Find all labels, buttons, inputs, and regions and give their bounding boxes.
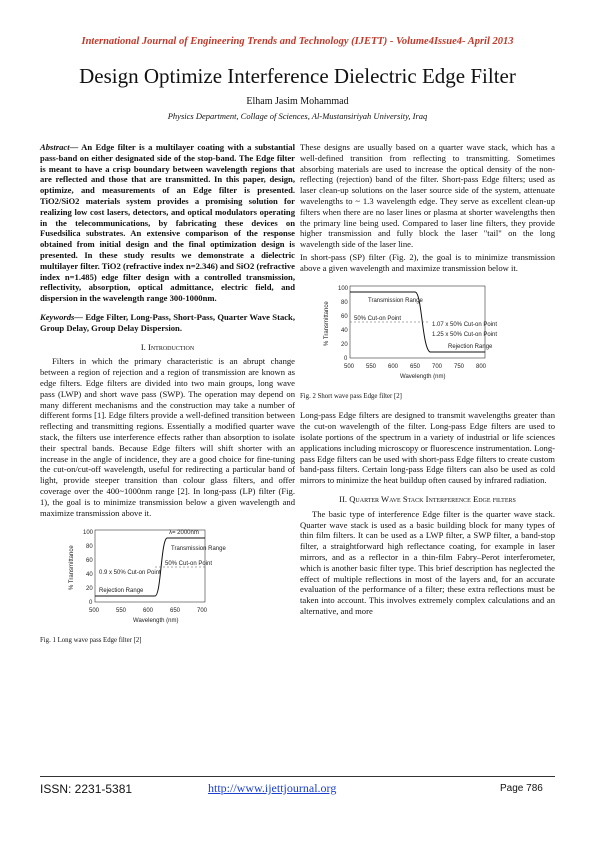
fig2-xtick-500: 500 <box>344 363 355 370</box>
abstract <box>40 142 295 304</box>
fig2-annotation-50pct: 50% Cut-on Point <box>354 315 402 322</box>
fig1-annotation-transmission: Transmission Range <box>171 546 226 553</box>
footer-journal-link[interactable]: http://www.ijettjournal.org <box>208 781 337 795</box>
right-paragraph-3: Long-pass Edge filters are designed to transmit wavelengths greater than the cut-on wavelength of the filter. Long-pass Edge filters are used to isolate portions of the spectrum in a variety of industrial or life sciences applications including microscopy or fluorescence instrumentation. Long-pass Edge filters can be used with short-pass Edge filters to create custom band-pass filters. Certain long-pass Edge filters can also be used as cold mirrors to minimize the heat buildup often caused by infrared radiation. <box>300 410 555 486</box>
footer-divider <box>40 776 555 777</box>
fig2-ytick-80: 80 <box>341 299 348 306</box>
fig2-xtick-700: 700 <box>432 363 443 370</box>
fig2-annotation-rejection: Rejection Range <box>448 343 493 350</box>
fig1-ytick-100: 100 <box>83 530 94 537</box>
figure-1-caption: Fig. 1 Long wave pass Edge filter [2] <box>40 637 142 645</box>
right-paragraph-1: These designs are usually based on a quarter wave stack, which has a well-defined transition from reflecting to transmitting. Sometimes absorbing materials are used to increase the optical density of the non-reflecting (rejection) band of the filter. Short-pass Edge filters; used as laser clean-up solutions on the laser source side of the system, attenuate wavelengths to ~ 1.3 wavelength edge. They serve as excellent clean-up filters when there are no laser lines or plasma at shorter wavelengths then the primary line being used. Compared to laser line filters, they provide higher transmission and fully block the laser "tail" on the long wavelength side of the laser line. <box>300 142 555 250</box>
abstract-text: An Edge filter is a multilayer coating with a substantial pass-band on either designated side of the stop-band. The Edge filter is meant to have a crisp boundary between wavelength regions that are reflected and those that are transmitted. In this paper, design, optimize, and measurements of an Edge filter is presented. TiO2/SiO2 materials system provides a promising solution for realizing low cost lasers, detectors, and optical modulators operating in the telecommunications, by fabricating these devices on Fusedsilica substrates. An extensive comparison of the response obtained from initial design and the final optimization design is presented. In these study results we demonstrate a dielectric multilayer filter. TiO2 (refractive index n=2.346) and SiO2 (refractive index n=1.485) edge filter design with a controlled transmission, reflectivity, absorption, optical admittance, electric field, and dispersion in the wavelength range 300-1000nm. <box>40 142 295 304</box>
right-paragraph-2: In short-pass (SP) filter (Fig. 2), the goal is to minimize transmission above a given wavelength and maximize transmission below it. <box>300 251 555 273</box>
right-paragraph-4: The basic type of interference Edge filter is the quarter wave stack. Quarter wave stack is used as a basic building block for many types of thin film filters. It can be used as a LWP filter, a SWP filter, a band-stop filter, a straightforward high reflectance coating, for example in laser mirrors, and as a reflector in a thin-film Fabry–Perot interferometer, which is another basic filter type. This brief description has neglected the effect of multiple reflections in most of the layers and, for an accurate evaluation of the performance of a filter; these extra reflections must be taken into account. This involves extremely complex calculations and an alternative, and more <box>300 508 555 616</box>
figure-2-caption: Fig. 2 Short wave pass Edge filter [2] <box>300 392 402 400</box>
paper-title: Design Optimize Interference Dielectric Edge Filter <box>79 64 516 88</box>
footer-issn: ISSN: 2231-5381 <box>40 782 133 796</box>
fig2-xlabel: Wavelength (nm) <box>400 373 446 380</box>
keywords-text: Edge Filter, Long-Pass, Short-Pass, Quarter Wave Stack, Group Delay, Group Delay Dispersion. <box>40 311 295 333</box>
fig2-ytick-60: 60 <box>341 313 348 320</box>
figure-1 <box>40 524 295 634</box>
fig2-annotation-125: 1.25 x 50% Cut-on Point <box>432 331 498 338</box>
fig1-annotation-09: 0.9 x 50% Cut-on Point <box>99 570 161 577</box>
fig1-xtick-700: 700 <box>197 608 208 615</box>
fig1-ytick-40: 40 <box>86 572 93 579</box>
fig1-xlabel: Wavelength (nm) <box>133 618 179 625</box>
fig1-ytick-60: 60 <box>86 558 93 565</box>
fig1-annotation-rejection: Rejection Range <box>99 588 144 595</box>
fig2-ytick-40: 40 <box>341 327 348 334</box>
fig2-ylabel: % Transmittance <box>324 300 330 346</box>
left-column <box>40 142 295 655</box>
fig1-ytick-20: 20 <box>86 586 93 593</box>
fig2-ytick-20: 20 <box>341 341 348 348</box>
section-quarter-wave-heading: II. Quarter Wave Stack Interference Edge filters <box>339 493 516 504</box>
journal-header: International Journal of Engineering Trends and Technology (IJETT) - Volume4Issue4- April 2013 <box>81 36 514 47</box>
author-affiliation: Physics Department, Collage of Sciences, Al-Mustansiriyah University, Iraq <box>167 111 428 121</box>
fig2-xtick-650: 650 <box>410 363 421 370</box>
fig2-xtick-600: 600 <box>388 363 399 370</box>
fig1-xtick-550: 550 <box>116 608 127 615</box>
fig1-chart <box>40 524 295 634</box>
fig1-ytick-80: 80 <box>86 544 93 551</box>
fig1-xtick-600: 600 <box>143 608 154 615</box>
fig2-chart <box>300 280 555 390</box>
fig1-xtick-650: 650 <box>170 608 181 615</box>
fig1-annotation-50pct: 50% Cut-on Point <box>165 561 213 568</box>
fig1-ylabel: % Transmittance <box>69 545 75 591</box>
author-name: Elham Jasim Mohammad <box>246 96 349 107</box>
right-column <box>300 142 555 619</box>
fig2-xtick-800: 800 <box>476 363 487 370</box>
abstract-label: Abstract— <box>40 142 79 152</box>
figure-2 <box>300 280 555 390</box>
fig2-ytick-100: 100 <box>338 285 349 292</box>
introduction-text: Filters in which the primary characteristic is an abrupt change between a region of rejection and a region of transmission are known as edge filters. Edge filters are divided into two main groups, long wave pass (LWP) and short wave pass (SWP). The operation may depend on many different mechanisms and the construction may take a number of different forms [1]. Edge filters provide a well-defined transition between reflecting and transmitting regions. Essentially a modified quarter wave stack, the filters use interference effects rather than absorption to isolate their spectral bands. Because Edge filters will shift shorter with an increase in the angle of incidence, they are a good choice for fine-tuning the cut-on/cut-off wavelength, useful for redirecting a particular band of light, provide steeper transition than colour glass filters, and offer coverage over the 400~1000nm range [2]. In long-pass (LP) filter (Fig. 1), the goal is to minimize transmission below a given wavelength and maximize transmission above it. <box>40 356 295 518</box>
keywords-label: Keywords— <box>40 311 83 322</box>
fig2-annotation-transmission: Transmission Range <box>368 297 423 304</box>
footer-page-number: Page 786 <box>500 783 543 794</box>
keywords <box>40 312 295 334</box>
fig1-ytick-0: 0 <box>89 600 93 607</box>
fig2-xtick-750: 750 <box>454 363 465 370</box>
fig2-annotation-107: 1.07 x 50% Cut-on Point <box>432 321 498 328</box>
section-introduction-heading: I. Introduction <box>140 341 195 352</box>
fig1-xtick-500: 500 <box>89 608 100 615</box>
fig2-ytick-0: 0 <box>344 355 348 362</box>
fig2-xtick-550: 550 <box>366 363 377 370</box>
fig1-annotation-lambda: λ= 2000nm <box>169 530 199 537</box>
